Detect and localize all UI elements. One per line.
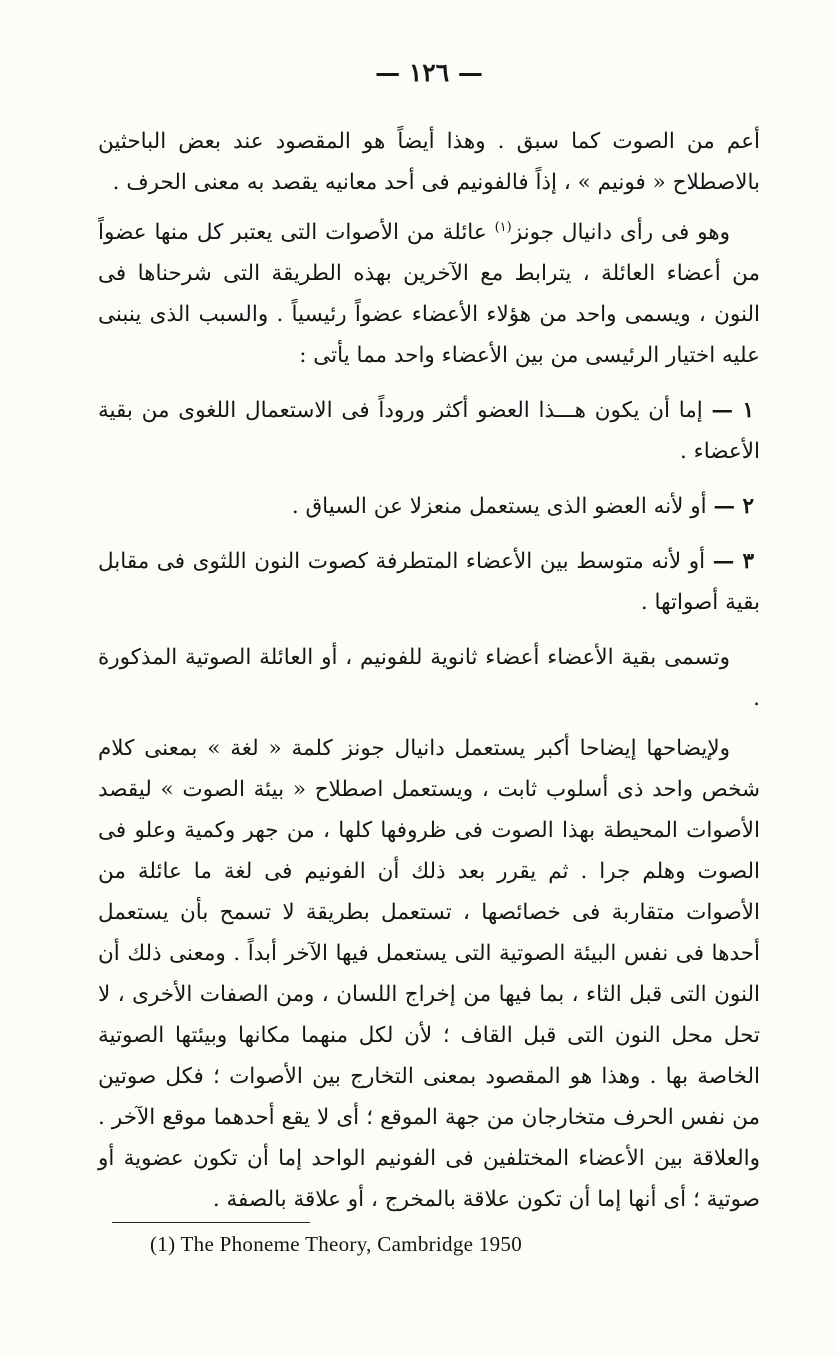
list-item-number: ١ — — [711, 398, 754, 423]
page-number: — ١٢٦ — — [375, 58, 483, 87]
list-item-number: ٣ — — [712, 549, 754, 574]
page-body — [98, 121, 760, 1220]
list-item-text: أو لأنه العضو الذى يستعمل منعزلا عن السياق . — [291, 494, 714, 519]
list-item-3 — [98, 541, 760, 623]
paragraph-secondary-members: وتسمى بقية الأعضاء أعضاء ثانوية للفونيم ، أو العائلة الصوتية المذكورة . — [98, 645, 760, 711]
list-item-text: إما أن يكون هـــذا العضو أكثر وروداً فى الاستعمال اللغوى من بقية الأعضاء . — [98, 398, 760, 464]
list-item-1 — [98, 390, 760, 472]
footnote-reference: (١) — [494, 219, 512, 235]
list-item-number: ٢ — — [713, 494, 754, 519]
paragraph-sound-environment: ولإيضاحها إيضاحا أكبر يستعمل دانيال جونز كلمة « لغة » بمعنى كلام شخص واحد ذى أسلوب ثابت ، ويستعمل اصطلاح « بيئة الصوت » ليقصد الأصوات المحيطة بهذا الصوت فى ظروفها كلها ، من جهر وكمية وعلو فى الصوت وهلم جرا . ثم يقرر بعد ذلك أن الفونيم فى لغة ما عائلة من الأصوات متقاربة فى خصائصها ، تستعمل بطريقة لا تسمح بأن يستعمل أحدها فى نفس البيئة الصوتية التى يستعمل فيها الآخر أبداً . ومعنى ذلك أن النون التى قبل الثاء ، بما فيها من إخراج اللسان ، ومن الصفات الأخرى ، لا تحل محل النون التى قبل القاف ؛ لأن لكل منهما مكانها وبيئتها الصوتية الخاصة بها . وهذا هو المقصود بمعنى التخارج بين الأصوات ؛ فكل صوتين من نفس الحرف متخارجان من جهة الموقع ؛ أى لا يقع أحدهما موقع الآخر . والعلاقة بين الأعضاء المختلفين فى الفونيم الواحد إما أن تكون عضوية أو صوتية ؛ أى أنها إما أن تكون علاقة بالمخرج ، أو علاقة بالصفة . — [98, 736, 760, 1212]
paragraph-phoneme-meaning: أعم من الصوت كما سبق . وهذا أيضاً هو المقصود عند بعض الباحثين بالاصطلاح « فونيم » ، إذاً فالفونيم فى أحد معانيه يقصد به معنى الحرف . — [98, 129, 760, 195]
paragraph-text: عائلة من الأصوات التى يعتبر كل منها عضواً من أعضاء العائلة ، يترابط مع الآخرين بهذه الطريقة التى شرحناها فى النون ، ويسمى واحد من هؤلاء الأعضاء عضواً رئيسياً . والسبب الذى ينبنى عليه اختيار الرئيسى من بين الأعضاء واحد مما يأتى : — [98, 220, 760, 368]
paragraph-text: وهو فى رأى دانيال جونز — [511, 220, 730, 245]
list-item-text: أو لأنه متوسط بين الأعضاء المتطرفة كصوت النون اللثوى فى مقابل بقية أصواتها . — [98, 549, 760, 615]
footnote-divider — [112, 1222, 310, 1223]
list-item-2 — [98, 486, 760, 527]
footnote: (1) The Phoneme Theory, Cambridge 1950 — [150, 1232, 523, 1256]
paragraph-daniel-jones-definition — [98, 212, 760, 376]
